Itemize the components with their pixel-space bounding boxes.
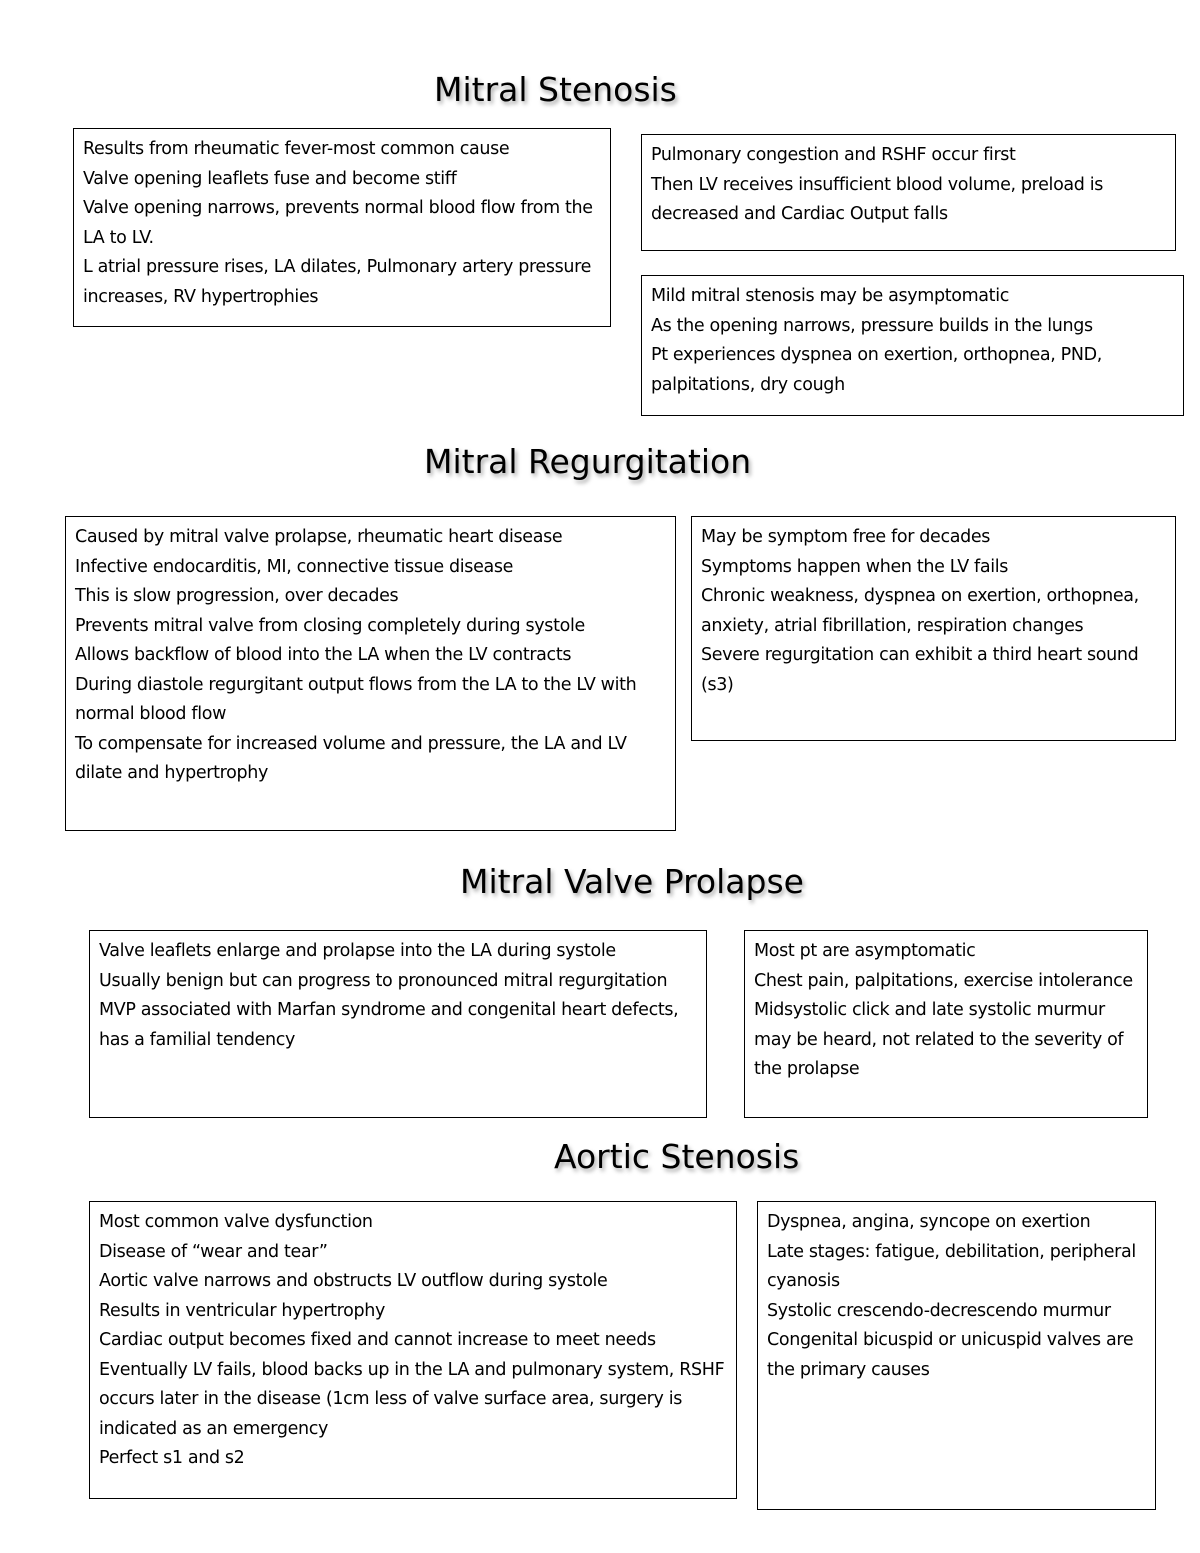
text-line: Eventually LV fails, blood backs up in the LA and pulmonary system, RSHF occurs later in the disease (1cm less of valve surface area, surgery is indicated as an emergency — [99, 1359, 725, 1439]
text-line: Dyspnea, angina, syncope on exertion — [767, 1212, 1091, 1232]
section-title-mitral-stenosis: Mitral Stenosis — [434, 70, 677, 109]
text-line: During diastole regurgitant output flows from the LA to the LV with normal blood flow — [75, 674, 637, 724]
text-line: Late stages: fatigue, debilitation, peripheral cyanosis — [767, 1241, 1136, 1291]
text-line: Results from rheumatic fever-most common cause — [83, 139, 510, 159]
text-line: To compensate for increased volume and pressure, the LA and LV dilate and hypertrophy — [75, 733, 627, 783]
text-line: Allows backflow of blood into the LA when the LV contracts — [75, 645, 572, 665]
mitral-valve-prolapse-description-box — [89, 930, 707, 1118]
text-line: Mild mitral stenosis may be asymptomatic — [651, 286, 1009, 306]
mitral-regurgitation-symptoms-box — [691, 516, 1176, 741]
section-title-aortic-stenosis: Aortic Stenosis — [554, 1137, 800, 1176]
aortic-stenosis-symptoms-box — [757, 1201, 1156, 1510]
text-line: Pt experiences dyspnea on exertion, orthopnea, PND, palpitations, dry cough — [651, 345, 1102, 395]
text-line: Congenital bicuspid or unicuspid valves are the primary causes — [767, 1330, 1134, 1380]
mitral-regurgitation-causes-box — [65, 516, 676, 831]
text-line: Valve leaflets enlarge and prolapse into the LA during systole — [99, 941, 616, 961]
text-line: Cardiac output becomes fixed and cannot increase to meet needs — [99, 1330, 656, 1350]
text-line: Symptoms happen when the LV fails — [701, 556, 1009, 577]
mitral-stenosis-progression-box — [641, 134, 1176, 251]
text-line: As the opening narrows, pressure builds in the lungs — [651, 315, 1093, 336]
text-line: Disease of “wear and tear” — [99, 1241, 328, 1262]
text-line: Results in ventricular hypertrophy — [99, 1300, 386, 1321]
text-line: Usually benign but can progress to pronounced mitral regurgitation — [99, 970, 668, 991]
text-line: Systolic crescendo-decrescendo murmur — [767, 1300, 1111, 1321]
text-line: Infective endocarditis, MI, connective tissue disease — [75, 556, 514, 577]
section-title-mitral-regurgitation: Mitral Regurgitation — [424, 442, 752, 481]
text-line: Severe regurgitation can exhibit a third heart sound (s3) — [701, 645, 1139, 695]
text-line: May be symptom free for decades — [701, 527, 991, 547]
text-line: Chronic weakness, dyspnea on exertion, orthopnea, anxiety, atrial fibrillation, respiration changes — [701, 586, 1139, 636]
text-line: Caused by mitral valve prolapse, rheumatic heart disease — [75, 527, 563, 547]
text-line: Most pt are asymptomatic — [754, 941, 976, 961]
mitral-valve-prolapse-symptoms-box — [744, 930, 1148, 1118]
text-line: Valve opening narrows, prevents normal blood flow from the LA to LV. — [83, 198, 593, 248]
text-line: Chest pain, palpitations, exercise intolerance — [754, 970, 1133, 991]
text-line: Aortic valve narrows and obstructs LV outflow during systole — [99, 1271, 608, 1291]
text-line: This is slow progression, over decades — [75, 586, 399, 606]
text-line: Prevents mitral valve from closing completely during systole — [75, 615, 585, 636]
text-line: Midsystolic click and late systolic murmur may be heard, not related to the severity of the prolapse — [754, 1000, 1124, 1079]
text-line: L atrial pressure rises, LA dilates, Pulmonary artery pressure increases, RV hypertrophies — [83, 257, 591, 307]
text-line: Then LV receives insufficient blood volume, preload is decreased and Cardiac Output falls — [651, 174, 1104, 224]
text-line: Perfect s1 and s2 — [99, 1448, 245, 1468]
aortic-stenosis-description-box — [89, 1201, 737, 1499]
mitral-stenosis-causes-box — [73, 128, 611, 327]
section-title-mitral-valve-prolapse: Mitral Valve Prolapse — [460, 862, 804, 901]
text-line: Pulmonary congestion and RSHF occur first — [651, 145, 1016, 165]
text-line: Valve opening leaflets fuse and become stiff — [83, 168, 457, 189]
text-line: MVP associated with Marfan syndrome and congenital heart defects, has a familial tendency — [99, 1000, 679, 1050]
mitral-stenosis-symptoms-box — [641, 275, 1184, 416]
text-line: Most common valve dysfunction — [99, 1212, 373, 1232]
